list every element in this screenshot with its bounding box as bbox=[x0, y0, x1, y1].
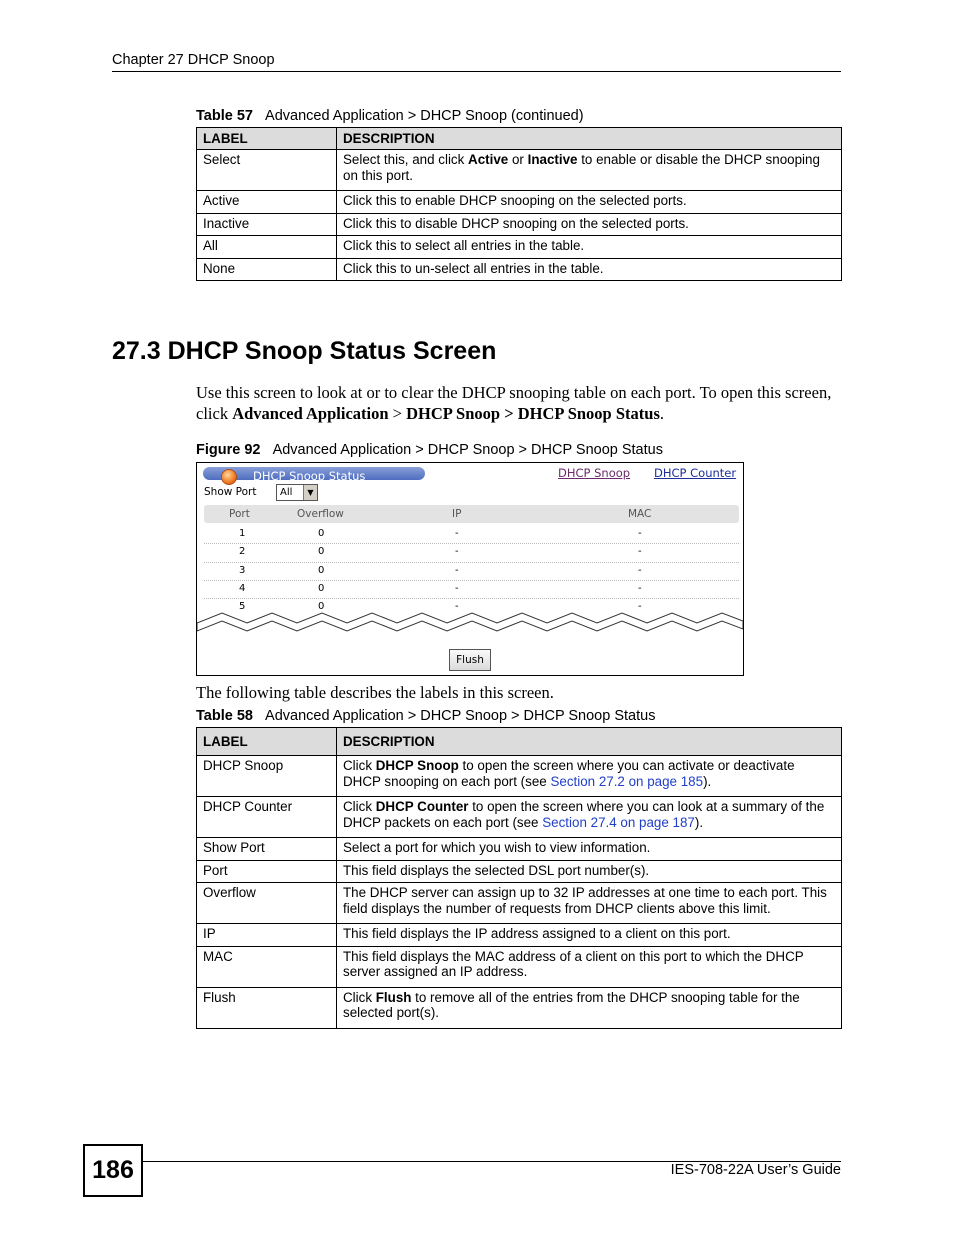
intro-text: Use this screen to look at or to clear the DHCP snooping table on each port. To open this screen, click bbox=[196, 383, 832, 423]
cell-port: 5 bbox=[239, 601, 246, 612]
show-port-select[interactable] bbox=[276, 484, 318, 501]
row-description: Select a port for which you wish to view information. bbox=[337, 838, 842, 861]
table-row bbox=[197, 924, 842, 947]
row-label: All bbox=[197, 236, 337, 259]
column-header-description: DESCRIPTION bbox=[337, 128, 842, 150]
desc-bold: Flush bbox=[375, 989, 412, 1005]
row-label: Port bbox=[197, 860, 337, 883]
table-row bbox=[197, 797, 842, 838]
desc-bold: Inactive bbox=[527, 152, 578, 167]
table-row bbox=[197, 258, 842, 281]
section-intro bbox=[196, 382, 836, 424]
row-description: Click this to enable DHCP snooping on the selected ports. bbox=[337, 191, 842, 214]
table-header-row bbox=[197, 128, 842, 150]
cell-ip: - bbox=[455, 583, 459, 594]
table-row bbox=[197, 150, 842, 191]
row-description: The DHCP server can assign up to 32 IP addresses at one time to each port. This field displays the number of requests from DHCP clients above this limit. bbox=[337, 883, 842, 924]
cell-port: 4 bbox=[239, 583, 246, 594]
table-header-row bbox=[197, 728, 842, 756]
row-label: DHCP Counter bbox=[197, 797, 337, 838]
table-row bbox=[197, 756, 842, 797]
table58 bbox=[196, 727, 842, 1029]
table57-caption-number: Table 57 bbox=[196, 108, 253, 124]
desc-text: to enable or disable the DHCP snooping on this port. bbox=[343, 152, 820, 183]
table58-caption-text: Advanced Application > DHCP Snoop > DHCP Snoop Status bbox=[265, 708, 656, 724]
table58-caption bbox=[196, 708, 655, 724]
row-description: Click this to select all entries in the table. bbox=[337, 236, 842, 259]
table57-caption-text: Advanced Application > DHCP Snoop (continued) bbox=[265, 108, 584, 124]
column-header-label: LABEL bbox=[197, 128, 337, 150]
table57-caption bbox=[196, 108, 584, 124]
cell-mac: - bbox=[638, 565, 642, 576]
row-label: Inactive bbox=[197, 213, 337, 236]
table58-intro: The following table describes the labels in this screen. bbox=[196, 683, 554, 702]
row-label: IP bbox=[197, 924, 337, 947]
figure92-caption bbox=[196, 442, 663, 458]
row-label: Flush bbox=[197, 987, 337, 1028]
table-row bbox=[197, 946, 842, 987]
table-row bbox=[197, 191, 842, 214]
cell-ip: - bbox=[455, 528, 459, 539]
desc-bold: Active bbox=[468, 152, 509, 167]
guide-name: IES-708-22A User’s Guide bbox=[670, 1162, 841, 1178]
intro-bold: DHCP Snoop > DHCP Snoop Status bbox=[406, 404, 660, 423]
desc-text: Select this, and click bbox=[343, 152, 469, 167]
figure92-caption-number: Figure 92 bbox=[196, 442, 261, 458]
section-link[interactable]: Section 27.4 on page 187 bbox=[542, 814, 695, 830]
desc-text: Click bbox=[343, 989, 376, 1005]
row-divider bbox=[204, 598, 739, 599]
row-label: Active bbox=[197, 191, 337, 214]
row-label: Overflow bbox=[197, 883, 337, 924]
desc-bold: DHCP Snoop bbox=[375, 758, 459, 773]
row-description bbox=[337, 756, 842, 797]
row-divider bbox=[204, 543, 739, 544]
desc-text: to open the screen where you can look at a summary of the DHCP packets on each port (see bbox=[343, 799, 825, 830]
cell-port: 2 bbox=[239, 546, 246, 557]
cell-mac: - bbox=[638, 546, 642, 557]
column-header-ip: IP bbox=[452, 508, 462, 520]
column-header-description: DESCRIPTION bbox=[337, 728, 842, 756]
page-number: 186 bbox=[83, 1144, 143, 1197]
orb-icon bbox=[221, 469, 237, 485]
table58-caption-number: Table 58 bbox=[196, 708, 253, 724]
dhcp-counter-link[interactable]: DHCP Counter bbox=[654, 466, 737, 480]
table57 bbox=[196, 127, 842, 281]
screen-title-bar bbox=[203, 467, 425, 483]
intro-text: . bbox=[659, 404, 664, 423]
desc-text: to remove all of the entries from the DHCP snooping table for the selected port(s). bbox=[343, 989, 800, 1020]
header-rule bbox=[112, 71, 841, 72]
table-row bbox=[197, 838, 842, 861]
row-label: MAC bbox=[197, 946, 337, 987]
row-label: Show Port bbox=[197, 838, 337, 861]
row-description bbox=[337, 987, 842, 1028]
cell-overflow: 0 bbox=[318, 528, 325, 539]
cell-overflow: 0 bbox=[318, 601, 325, 612]
cell-port: 3 bbox=[239, 565, 246, 576]
screen-title: DHCP Snoop Status bbox=[253, 469, 366, 483]
cell-overflow: 0 bbox=[318, 583, 325, 594]
column-header-label: LABEL bbox=[197, 728, 337, 756]
desc-text: Click bbox=[343, 799, 376, 814]
dhcp-snoop-status-screenshot bbox=[196, 462, 744, 676]
cell-overflow: 0 bbox=[318, 546, 325, 557]
chapter-header: Chapter 27 DHCP Snoop bbox=[112, 52, 275, 68]
chevron-down-icon[interactable]: ▼ bbox=[303, 485, 317, 500]
row-description: Click this to un-select all entries in the table. bbox=[337, 258, 842, 281]
row-description: This field displays the IP address assigned to a client on this port. bbox=[337, 924, 842, 947]
section-title: 27.3 DHCP Snoop Status Screen bbox=[112, 337, 497, 365]
dhcp-snoop-link[interactable]: DHCP Snoop bbox=[558, 466, 631, 480]
table-row bbox=[197, 236, 842, 259]
table-row bbox=[197, 860, 842, 883]
desc-text: Click bbox=[343, 758, 376, 773]
column-header-overflow: Overflow bbox=[297, 508, 344, 520]
row-description: This field displays the selected DSL port number(s). bbox=[337, 860, 842, 883]
row-label: Select bbox=[197, 150, 337, 191]
table-row bbox=[197, 987, 842, 1028]
row-description: Click this to disable DHCP snooping on the selected ports. bbox=[337, 213, 842, 236]
row-description: This field displays the MAC address of a client on this port to which the DHCP server assigned an IP address. bbox=[337, 946, 842, 987]
column-header-port: Port bbox=[229, 508, 250, 520]
desc-text: ). bbox=[703, 773, 712, 789]
show-port-value: All bbox=[280, 487, 293, 498]
cell-ip: - bbox=[455, 601, 459, 612]
section-link[interactable]: Section 27.2 on page 185 bbox=[550, 773, 704, 789]
row-divider bbox=[204, 580, 739, 581]
status-table-header bbox=[204, 505, 739, 523]
row-label: None bbox=[197, 258, 337, 281]
desc-text: or bbox=[508, 152, 528, 167]
cell-ip: - bbox=[455, 546, 459, 557]
flush-button[interactable]: Flush bbox=[449, 649, 491, 671]
intro-text: > bbox=[388, 404, 407, 423]
row-divider bbox=[204, 562, 739, 563]
row-description bbox=[337, 150, 842, 191]
show-port-label: Show Port bbox=[204, 486, 257, 498]
desc-text: ). bbox=[694, 814, 704, 830]
table-row bbox=[197, 883, 842, 924]
cell-ip: - bbox=[455, 565, 459, 576]
row-label: DHCP Snoop bbox=[197, 756, 337, 797]
desc-bold: DHCP Counter bbox=[375, 799, 469, 814]
cell-mac: - bbox=[638, 528, 642, 539]
cell-mac: - bbox=[638, 583, 642, 594]
figure92-caption-text: Advanced Application > DHCP Snoop > DHCP Snoop Status bbox=[272, 442, 663, 458]
table-row bbox=[197, 213, 842, 236]
truncation-zigzag bbox=[197, 609, 743, 641]
column-header-mac: MAC bbox=[628, 508, 652, 520]
cell-overflow: 0 bbox=[318, 565, 325, 576]
desc-text: to open the screen where you can activate or deactivate DHCP snooping on each port (see bbox=[343, 758, 795, 789]
cell-mac: - bbox=[638, 601, 642, 612]
cell-port: 1 bbox=[239, 528, 246, 539]
row-description bbox=[337, 797, 842, 838]
intro-bold: Advanced Application bbox=[232, 404, 389, 423]
